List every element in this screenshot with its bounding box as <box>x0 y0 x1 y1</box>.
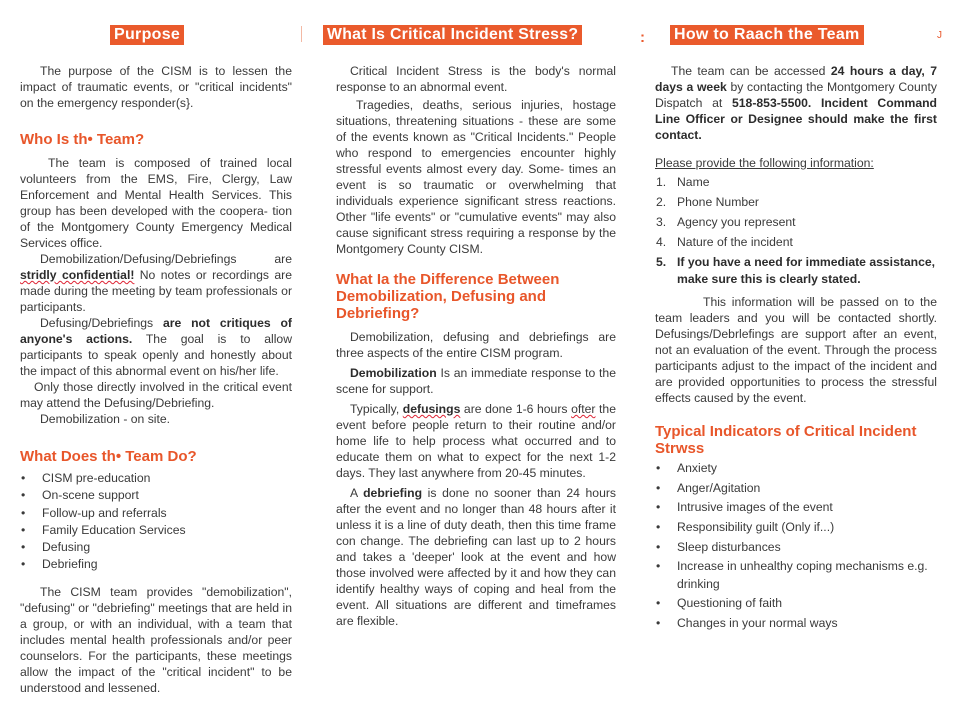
purpose-heading: Purpose <box>110 25 184 45</box>
indicator-item-text: Sleep disturbances <box>677 539 781 554</box>
indicator-item <box>655 499 937 516</box>
service-item <box>20 539 292 556</box>
difference-heading: What Ia the Difference Between Demobilization, Defusing and Debriefing? <box>336 271 560 322</box>
column-purpose <box>20 0 292 712</box>
indicator-item <box>655 595 937 612</box>
service-item <box>20 505 292 522</box>
info-item <box>655 174 937 191</box>
difference-paragraph-1: Demobilization, defusing and debriefings are three aspects of the entire CISM program. <box>336 330 616 360</box>
info-item <box>655 254 937 288</box>
corner-mark: J <box>937 30 942 41</box>
provide-info-label: Please provide the following information: <box>655 156 874 170</box>
service-item-text: Follow-up and referrals <box>42 505 167 520</box>
info-item-text: If you have a need for immediate assistance, make sure this is clearly stated. <box>677 255 936 286</box>
indicator-item-text: Intrusive images of the event <box>677 500 833 515</box>
bullet-icon: • <box>656 596 661 611</box>
separator-mark: : <box>640 29 645 46</box>
reach-heading: How to Raach the Team <box>670 25 864 45</box>
indicator-item <box>655 480 937 497</box>
indicators-list <box>655 460 937 632</box>
service-item-text: Family Education Services <box>42 522 186 537</box>
service-item-text: Debriefing <box>42 557 98 572</box>
indicator-item-text: Changes in your normal ways <box>677 616 838 631</box>
info-item <box>655 214 937 231</box>
reach-paragraph-2: This information will be passed on to the team leaders and you will be contacted shortly. Defusings/Debrlefings are support after an event, not an evaluation of the event. Through the process participants adjust to the impact of the incident and are provided opportunities to process the stressful effects caused by the event. <box>655 295 937 405</box>
bullet-icon: • <box>656 500 661 515</box>
service-item-text: On-scene support <box>42 488 139 503</box>
stress-heading: What Is Critical Incident Stress? <box>323 25 582 45</box>
bullet-icon: • <box>656 539 661 554</box>
info-item-text: Name <box>677 175 710 189</box>
stress-paragraph-1: Critical Incident Stress is the body's normal response to an abnormal event. <box>336 64 616 94</box>
difference-paragraph-2: Demobilization Is an immediate response to the scene for support. <box>336 366 616 396</box>
stress-paragraph-2: Tragedies, deaths, serious injuries, hostage situations, threatening situations - these are some of the events known as "Critical Incidents." People who respond to emergencies encounter highly stressful events almost every day. Some- times an event is so traumatic or overwhelming that individuals experience significant stress reactions. Other "life events" or "cumulative events" may also cause significant stress requiring a response by the Montgomery County CISM. <box>336 98 616 256</box>
indicator-item-text: Anxiety <box>677 461 717 475</box>
bullet-icon: • <box>656 559 661 574</box>
indicators-heading: Typical Indicators of Critical Incident Strwss <box>655 423 917 457</box>
bullet-icon: • <box>656 616 661 631</box>
who-paragraph-2: Demobilization/Defusing/Debriefings are stridly confidential! No notes or recordings are made during the meeting by team professionals or participants. <box>20 252 292 314</box>
difference-paragraph-3: Typically, defusings are done 1-6 hours ofter the event before people return to their routine and/or home life to help process what occurred and to educate them on what to expect for the next 1-2 days. They last anywhere from 20-45 minutes. <box>336 402 616 480</box>
info-number: 3. <box>656 215 667 229</box>
info-item-text: Nature of the incident <box>677 235 793 249</box>
info-item <box>655 194 937 211</box>
bullet-icon: • <box>21 505 26 520</box>
column-divider <box>301 26 302 42</box>
info-list <box>655 174 937 288</box>
what-heading: What Does th• Team Do? <box>20 448 197 465</box>
who-paragraph-3: Defusing/Debriefings are not critiques of anyone's actions. The goal is to allow participants to speak openly and honestly about the impact of this abnormal event on his/her life. <box>20 316 292 378</box>
who-paragraph-5: Demobilization - on site. <box>40 412 171 426</box>
who-paragraph-1: The team is composed of trained local volunteers from the EMS, Fire, Clergy, Law Enforcement and Mental Health Services. This group has been developed with the coopera- tion of the Montgomery County Emergency Medical Services office. <box>20 156 292 250</box>
confidential-text: stridly confidential! <box>20 268 135 282</box>
closing-paragraph: The CISM team provides "demobilization", "defusing" or "debriefing" meetings that are held in a group, or with an individual, with a team that includes mental health professionals and/or peer counselors. For the participants, these meetings allow the impact of the "critical incident" to be understood and lessened. <box>20 584 292 695</box>
bullet-icon: • <box>21 557 26 572</box>
service-item <box>20 470 292 487</box>
indicator-item-text: Anger/Agitation <box>677 480 761 495</box>
column-stress <box>327 0 617 712</box>
who-paragraph-4: Only those directly involved in the critical event may attend the Defusing/Debriefing. <box>20 380 292 410</box>
indicator-item-text: Questioning of faith <box>677 596 783 611</box>
indicator-item <box>655 519 937 536</box>
service-item <box>20 487 292 504</box>
team-services-list <box>20 470 292 574</box>
purpose-intro: The purpose of the CISM is to lessen the impact of traumatic events, or "critical incidents" on the emergency responder(s}. <box>20 64 292 110</box>
info-number: 4. <box>656 235 667 249</box>
bullet-icon: • <box>21 488 26 503</box>
bullet-icon: • <box>656 520 661 535</box>
indicator-item-text: Increase in unhealthy coping mechanisms e.g. drinking <box>677 559 928 591</box>
indicator-item <box>655 615 937 632</box>
info-item-text: Phone Number <box>677 195 759 209</box>
reach-paragraph-1: The team can be accessed 24 hours a day, 7 days a week by contacting the Montgomery County Dispatch at 518-853-5500. Incident Command Line Officer or Designee should make the first contact. <box>655 64 937 142</box>
info-number: 2. <box>656 195 667 209</box>
info-number: 5. <box>656 255 667 269</box>
bullet-icon: • <box>21 540 26 555</box>
bullet-icon: • <box>21 522 26 537</box>
bullet-icon: • <box>656 461 661 475</box>
difference-paragraph-4: A debriefing is done no sooner than 24 hours after the event and no longer than 48 hours after it unless it is a line of duty death, then this time frame con change. The debriefing can last up to 2 hours and takes a 'deeper' look at the event and how those involved were affected by it and how they can identify healthy ways of coping and heal from the event. All situations are different and timeframes are flexible. <box>336 486 617 628</box>
indicator-item <box>655 539 937 556</box>
service-item <box>20 556 292 573</box>
info-number: 1. <box>656 175 667 189</box>
who-heading: Who Is th• Team? <box>20 131 145 148</box>
info-item <box>655 234 937 251</box>
indicator-item <box>655 460 937 477</box>
bullet-icon: • <box>656 480 661 495</box>
info-item-text: Agency you represent <box>677 215 796 229</box>
bullet-icon: • <box>21 471 26 485</box>
indicator-item-text: Responsibility guilt (Only if...) <box>677 520 835 535</box>
service-item <box>20 522 292 539</box>
service-item-text: CISM pre-education <box>42 471 151 485</box>
indicator-item <box>655 558 937 593</box>
column-reach <box>655 0 937 712</box>
service-item-text: Defusing <box>42 540 91 555</box>
